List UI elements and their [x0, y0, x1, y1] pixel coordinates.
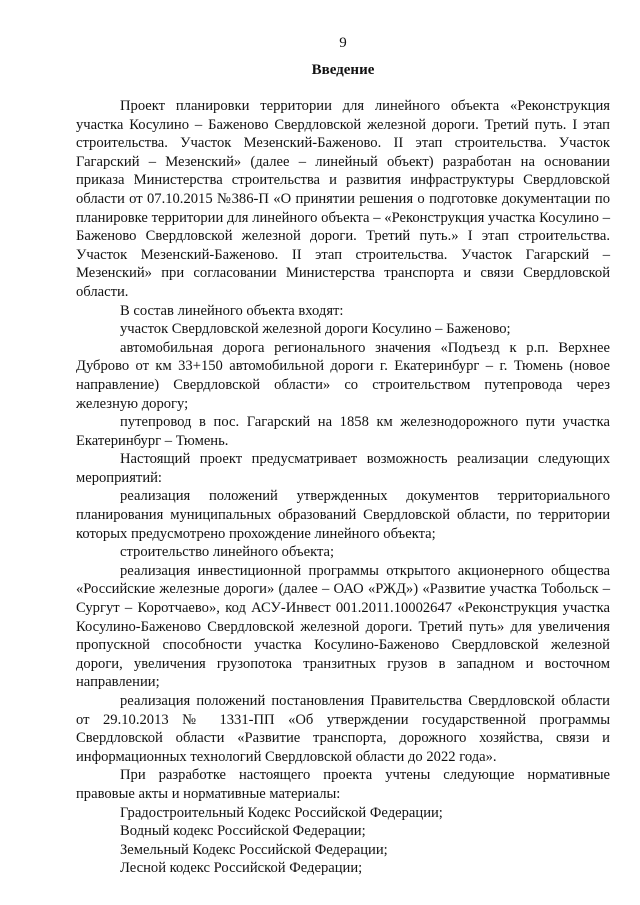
paragraph: путепровод в пос. Гагарский на 1858 км железнодорожного пути участка Екатеринбург – Тюмень. — [76, 414, 610, 449]
paragraph: автомобильная дорога регионального значения «Подъезд к р.п. Верхнее Дуброво от км 33+150 автомобильной дороги г. Екатеринбург – г. Тюмень (новое направление) Свердловской области» со строительством путепровода через железную дорогу; — [76, 339, 610, 412]
paragraph: строительство линейного объекта; — [120, 544, 335, 561]
document-body — [76, 97, 610, 878]
paragraph: Земельный Кодекс Российской Федерации; — [120, 841, 388, 858]
document-page — [76, 34, 610, 878]
paragraph: Водный кодекс Российской Федерации; — [120, 823, 366, 840]
section-title: Введение — [311, 62, 375, 78]
paragraph: Лесной кодекс Российской Федерации; — [120, 860, 363, 877]
paragraph: При разработке настоящего проекта учтены следующие нормативные правовые акты и нормативные материалы: — [76, 767, 610, 802]
paragraph: Проект планировки территории для линейного объекта «Реконструкция участка Косулино – Баженово Свердловской железной дороги. Третий путь. I этап строительства. Участок Мезенский-Баженово. II этап строительства. Участок Гагарский – Мезенский» (далее – линейный объект) разработан на основании приказа Министерства строительства и развития инфраструктуры Свердловской области от 07.10.2015 №386-П «О принятии решения о подготовке документации по планировке территории для линейного объекта – «Реконструкция участка Косулино – Баженово Свердловской железной дороги. Третий путь.» I этап строительства. Участок Мезенский-Баженово. II этап строительства. Участок Гагарский – Мезенский» при согласовании Министерства транспорта и связи Свердловской области. — [76, 98, 610, 300]
page-number: 9 — [339, 35, 347, 51]
paragraph: реализация положений постановления Правительства Свердловской области от 29.10.2013 № 1331-ПП «Об утверждении государственной программы Свердловской области «Развитие транспорта, дорожного хозяйства, связи и информационных технологий Свердловской области до 2022 года». — [76, 693, 610, 765]
paragraph: Настоящий проект предусматривает возможность реализации следующих мероприятий: — [76, 451, 610, 486]
paragraph: участок Свердловской железной дороги Косулино – Баженово; — [120, 321, 511, 338]
paragraph: В состав линейного объекта входят: — [120, 302, 344, 319]
paragraph: Градостроительный Кодекс Российской Федерации; — [120, 804, 443, 821]
paragraph: реализация инвестиционной программы открытого акционерного общества «Российские железные дороги» (далее – ОАО «РЖД») «Развитие участка Тобольск – Сургут – Коротчаево», код АСУ-Инвест 001.2011.10002647 «Реконструкция участка Косулино-Баженово Свердловской железной дороги. Третий путь» для увеличения пропускной способности участка Косулино-Баженово Свердловской железной дороги, увеличения грузопотока транзитных грузов в западном и восточном направлении; — [76, 562, 610, 691]
paragraph: реализация положений утвержденных документов территориального планирования муниципальных образований Свердловской области, по территории которых предусмотрено прохождение линейного объекта; — [76, 488, 610, 542]
